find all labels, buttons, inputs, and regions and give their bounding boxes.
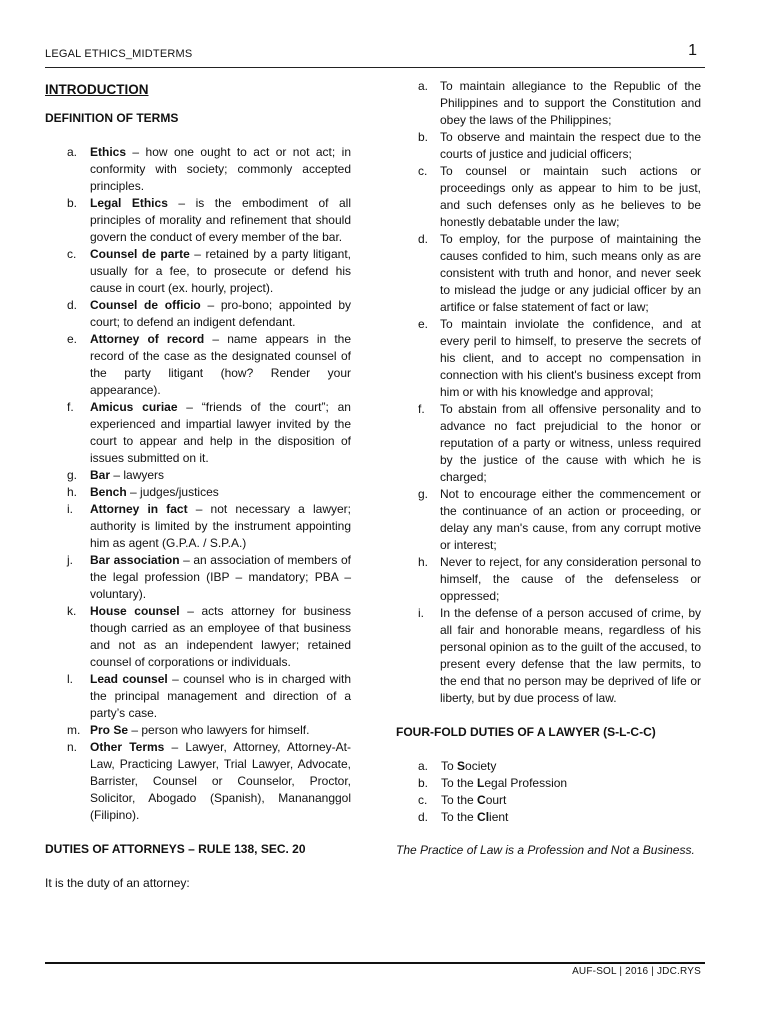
list-marker: f. — [67, 400, 74, 414]
term-definition: – lawyers — [110, 468, 165, 482]
fourfold-suffix: ourt — [485, 793, 507, 807]
duty-item — [396, 401, 701, 486]
definitions-heading: DEFINITION OF TERMS — [45, 111, 179, 125]
duty-text: To abstain from all offensive personality and to advance no fact prejudicial to the honor or reputation of a party or witness, unless required by the justice of the cause with which he is charged; — [440, 402, 701, 484]
definition-item — [45, 552, 351, 603]
list-marker: f. — [418, 402, 425, 416]
fourfold-key-letter: S — [457, 759, 466, 773]
fourfold-prefix: To — [441, 759, 458, 773]
fourfold-key-letter: Cl — [477, 810, 490, 824]
term-definition: – how one ought to act or not act; in conformity with society; commonly accepted principles. — [90, 145, 351, 193]
duty-text: To maintain allegiance to the Republic of the Philippines and to support the Constitution and obey the laws of the Philippines; — [440, 79, 701, 127]
list-marker: d. — [67, 298, 78, 312]
term-name: Counsel de parte — [90, 247, 190, 261]
list-marker: b. — [418, 130, 429, 144]
definition-item — [45, 484, 351, 501]
definition-item — [45, 144, 351, 195]
fourfold-item — [396, 809, 701, 826]
list-marker: c. — [67, 247, 77, 261]
term-name: Bar — [90, 468, 111, 482]
duty-item — [396, 554, 701, 605]
definition-item — [45, 603, 351, 671]
definition-item — [45, 331, 351, 399]
term-definition: – pro-bono; appointed by court; to defend an indigent defendant. — [90, 298, 351, 329]
list-marker: b. — [67, 196, 78, 210]
term-definition: – “friends of the court”; an experienced and impartial lawyer invited by the court to appear and help in the disposition of issues submitted on it. — [90, 400, 351, 465]
fourfold-key-letter: C — [477, 793, 486, 807]
list-marker: k. — [67, 604, 77, 618]
list-marker: h. — [67, 485, 78, 499]
duty-item — [396, 486, 701, 554]
term-definition: – an association of members of the legal profession (IBP – mandatory; PBA – voluntary). — [90, 553, 351, 601]
term-name: Counsel de officio — [90, 298, 201, 312]
list-marker: d. — [418, 232, 429, 246]
duty-text: Never to reject, for any consideration personal to himself, the cause of the defenseless or oppressed; — [440, 555, 701, 603]
term-name: Attorney in fact — [90, 502, 188, 516]
term-name: Bench — [90, 485, 127, 499]
fourfold-item — [396, 775, 701, 792]
duties-intro: It is the duty of an attorney: — [45, 876, 190, 890]
duty-text: To maintain inviolate the confidence, and at every peril to himself, to preserve the secrets of his client, and to accept no compensation in connection with his client's business except from him or with his knowledge and approval; — [440, 317, 701, 399]
list-marker: d. — [418, 810, 429, 824]
fourfold-suffix: ient — [489, 810, 509, 824]
list-marker: c. — [418, 793, 428, 807]
term-definition: – judges/justices — [126, 485, 219, 499]
list-marker: j. — [67, 553, 73, 567]
right-column — [396, 78, 701, 859]
definition-item — [45, 739, 351, 824]
definition-item — [45, 195, 351, 246]
definition-item — [45, 399, 351, 467]
list-marker: a. — [418, 759, 429, 773]
fourfold-item — [396, 758, 701, 775]
term-name: Amicus curiae — [90, 400, 178, 414]
term-name: Other Terms — [90, 740, 165, 754]
definition-item — [45, 246, 351, 297]
term-name: Bar association — [90, 553, 180, 567]
left-column — [45, 78, 351, 892]
list-marker: e. — [67, 332, 78, 346]
footer-text: AUF-SOL | 2016 | JDC.RYS — [572, 966, 701, 977]
fourfold-suffix: egal Profession — [484, 776, 568, 790]
list-marker: g. — [67, 468, 78, 482]
list-marker: a. — [418, 79, 429, 93]
definition-item — [45, 467, 351, 484]
duty-item — [396, 163, 701, 231]
duty-text: To counsel or maintain such actions or proceedings only as appear to him to be just, and such defenses only as he believes to be honestly debatable under the law; — [440, 164, 701, 229]
definition-list — [45, 144, 351, 824]
profession-motto: The Practice of Law is a Profession and Not a Business. — [396, 843, 695, 857]
term-definition: – retained by a party litigant, usually for a fee, to prosecute or defend his cause in court (ex. hourly, project). — [90, 247, 351, 295]
duty-text: To observe and maintain the respect due to the courts of justice and judicial officers; — [440, 130, 701, 161]
fourfold-prefix: To the — [441, 776, 478, 790]
intro-heading: INTRODUCTION — [45, 82, 149, 97]
duty-item — [396, 78, 701, 129]
term-definition: – not necessary a lawyer; authority is limited by the instrument appointing him as agent (G.P.A. / S.P.A.) — [90, 502, 351, 550]
term-name: Legal Ethics — [90, 196, 168, 210]
duties-heading: DUTIES OF ATTORNEYS – RULE 138, SEC. 20 — [45, 842, 306, 856]
duty-item — [396, 231, 701, 316]
header-title: LEGAL ETHICS_MIDTERMS — [45, 48, 193, 60]
list-marker: a. — [67, 145, 78, 159]
duty-text: In the defense of a person accused of crime, by all fair and honorable means, regardless of his personal opinion as to the guilt of the accused, to present every defense that the law permits, to the end that no person may be deprived of life or liberty, but by due process of law. — [440, 606, 701, 705]
list-marker: e. — [418, 317, 429, 331]
duty-item — [396, 605, 701, 707]
term-definition: – person who lawyers for himself. — [128, 723, 310, 737]
definition-item — [45, 722, 351, 739]
term-definition: – is the embodiment of all principles of morality and refinement that should govern the conduct of every member of the bar. — [90, 196, 352, 244]
term-name: Ethics — [90, 145, 127, 159]
list-marker: m. — [67, 723, 81, 737]
list-marker: n. — [67, 740, 78, 754]
definition-item — [45, 297, 351, 331]
duty-item — [396, 316, 701, 401]
duty-item — [396, 129, 701, 163]
page-header — [45, 44, 705, 66]
term-name: House counsel — [90, 604, 180, 618]
duty-text: Not to encourage either the commencement or the continuance of an action or proceeding, or delay any man's cause, from any corrupt motive or interest; — [440, 487, 701, 552]
duties-list — [396, 78, 701, 707]
fourfold-key-letter: L — [477, 776, 485, 790]
term-definition: – counsel who is in charged with the principal management and direction of a party’s case. — [90, 672, 351, 720]
fourfold-prefix: To the — [441, 793, 478, 807]
list-marker: l. — [67, 672, 73, 686]
duty-text: To employ, for the purpose of maintaining the causes confided to him, such means only as are consistent with truth and honor, and never seek to mislead the judge or any judicial officer by an artifice or false statement of fact or law; — [440, 232, 701, 314]
definition-item — [45, 501, 351, 552]
list-marker: i. — [418, 606, 424, 620]
term-name: Lead counsel — [90, 672, 168, 686]
term-name: Attorney of record — [90, 332, 205, 346]
fourfold-suffix: ociety — [465, 759, 497, 773]
fourfold-heading: FOUR-FOLD DUTIES OF A LAWYER (S-L-C-C) — [396, 725, 656, 739]
term-definition: – acts attorney for business though carried as an employee of that business and not as an independent lawyer; retained counsel of corporations or individuals. — [90, 604, 352, 669]
list-marker: i. — [67, 502, 73, 516]
fourfold-prefix: To the — [441, 810, 478, 824]
term-name: Pro Se — [90, 723, 129, 737]
term-definition: – name appears in the record of the case as the designated counsel of the party litigant (how? Render your appearance). — [90, 332, 352, 397]
fourfold-list — [396, 758, 701, 826]
fourfold-item — [396, 792, 701, 809]
header-rule — [45, 67, 705, 68]
page-number: 1 — [688, 42, 697, 59]
list-marker: h. — [418, 555, 429, 569]
list-marker: g. — [418, 487, 429, 501]
term-definition: – Lawyer, Attorney, Attorney-At-Law, Practicing Lawyer, Trial Lawyer, Advocate, Barrister, Counsel or Counselor, Proctor, Solicitor, Abogado (Spanish), Manananggol (Filipino). — [90, 740, 351, 822]
list-marker: b. — [418, 776, 429, 790]
footer-rule — [45, 962, 705, 964]
list-marker: c. — [418, 164, 428, 178]
definition-item — [45, 671, 351, 722]
